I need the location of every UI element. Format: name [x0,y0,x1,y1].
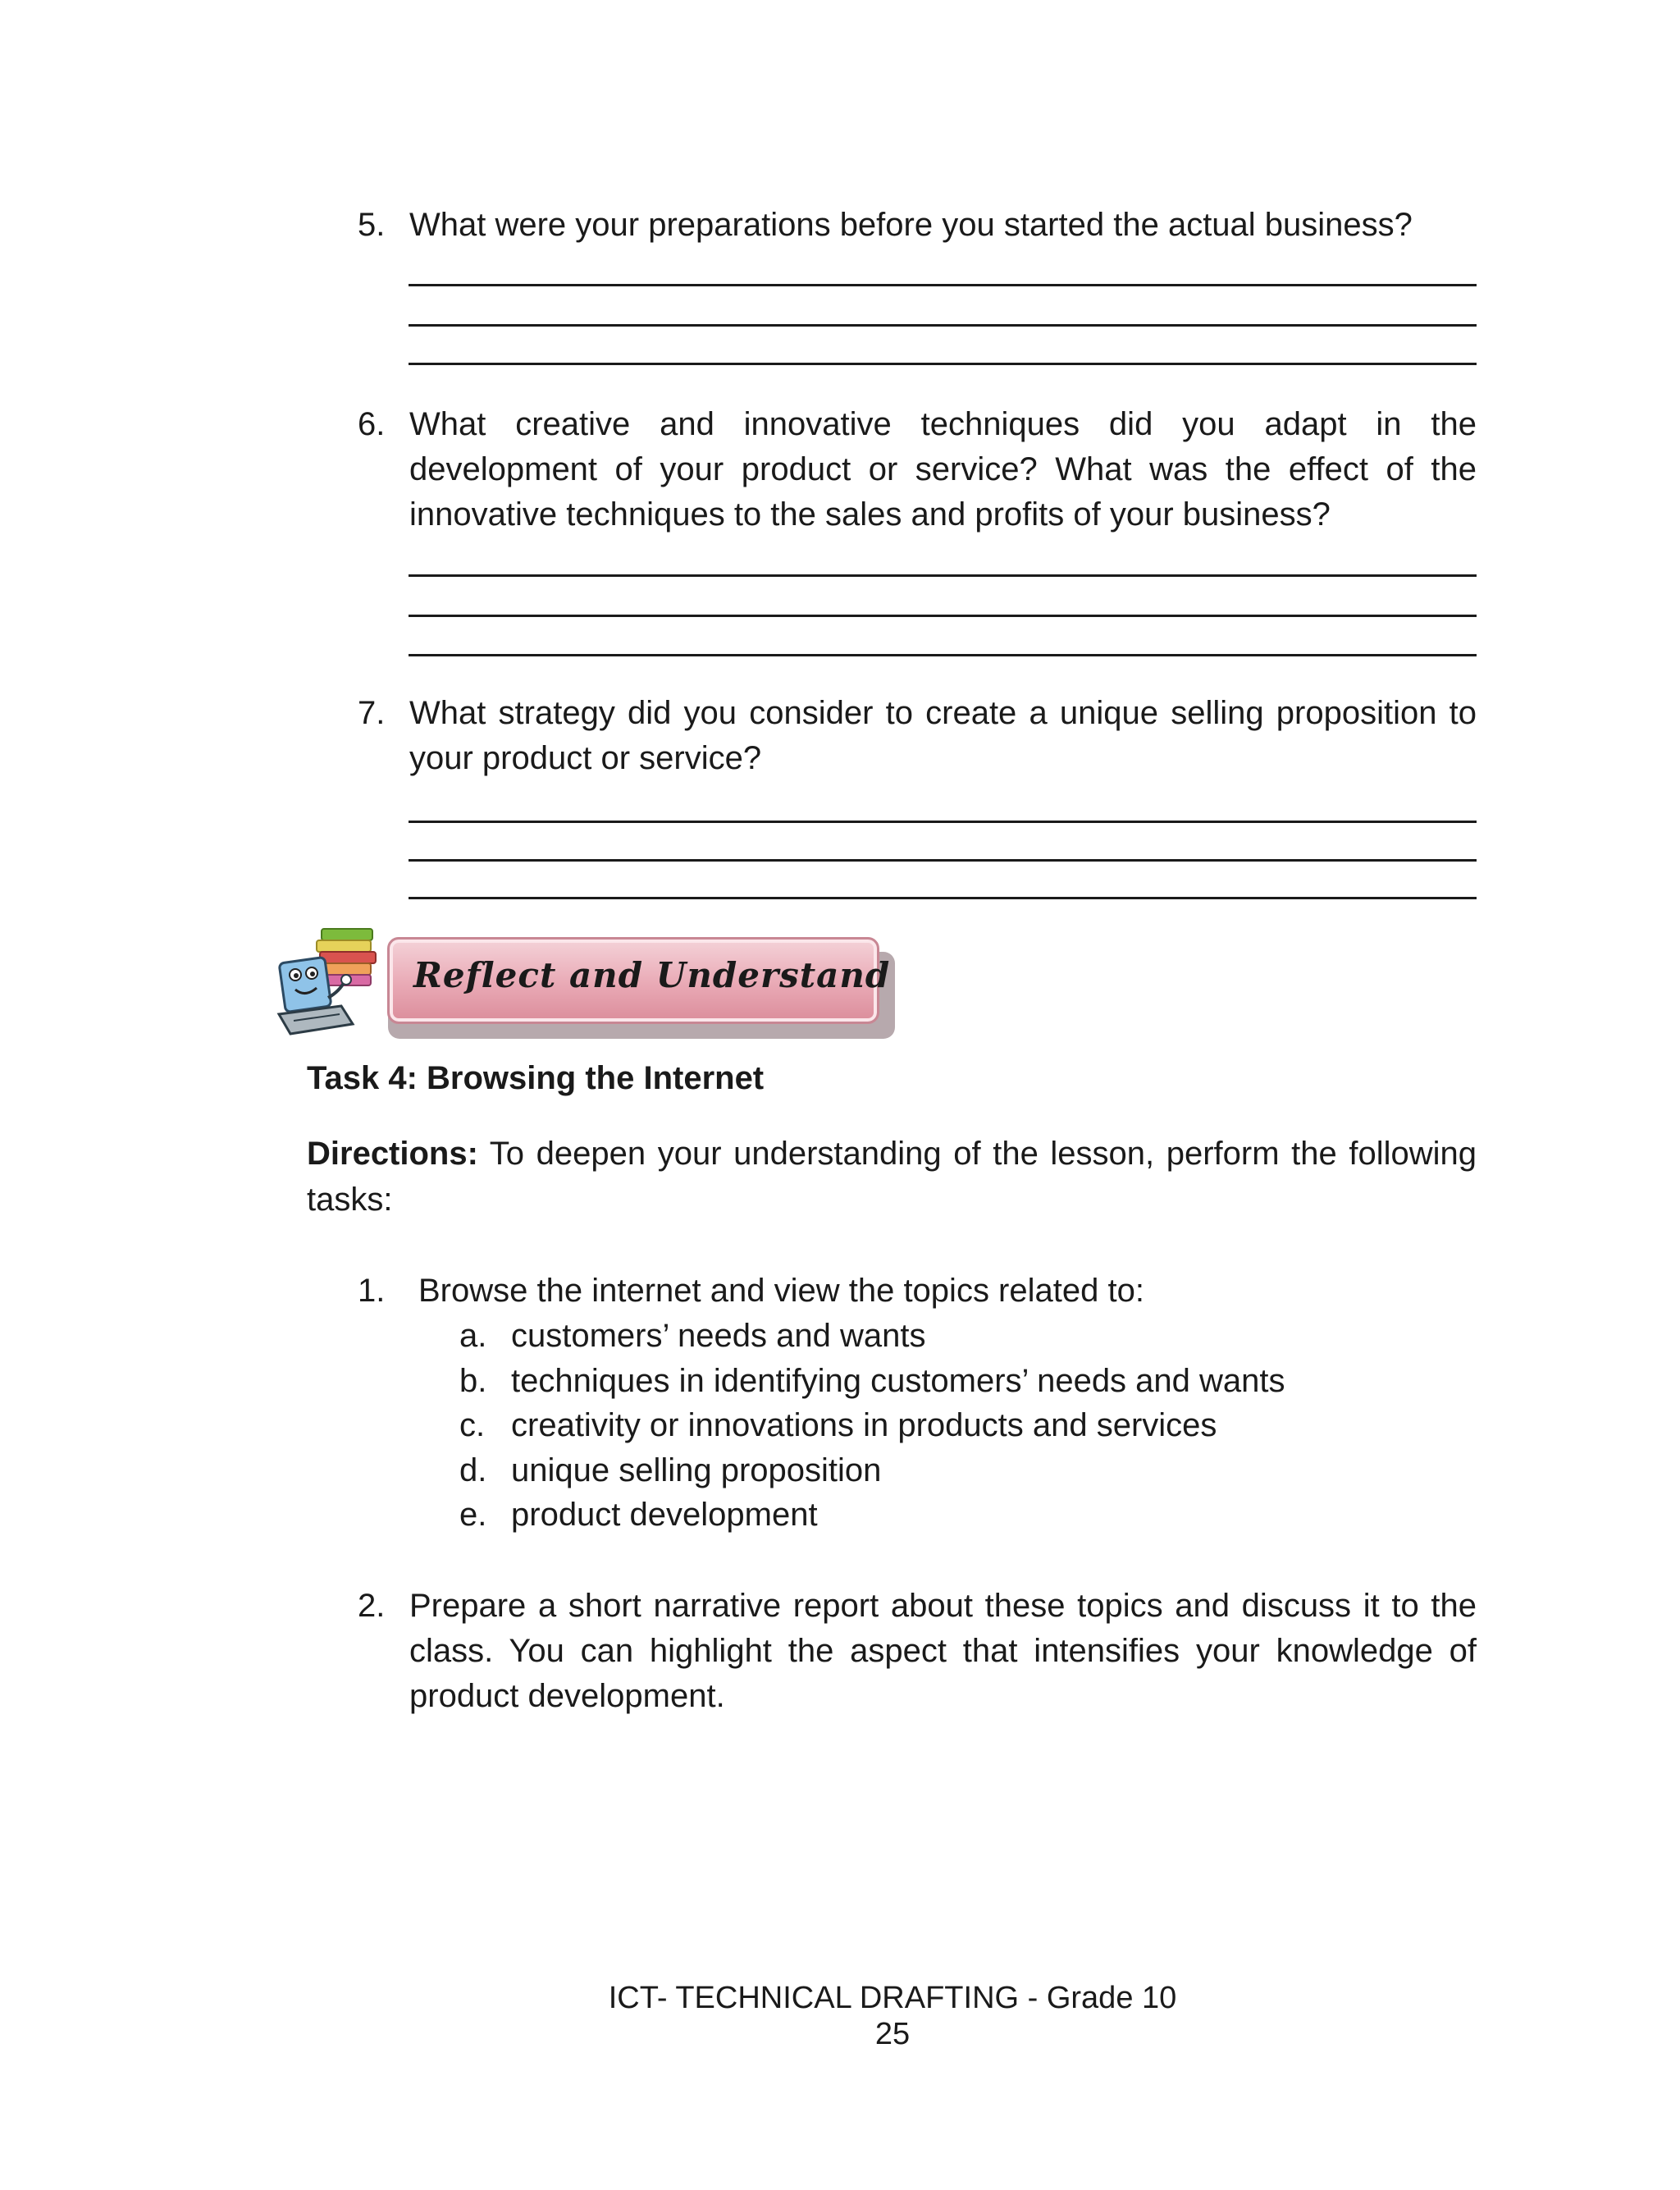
answer-line[interactable] [409,821,1477,823]
answer-line[interactable] [409,615,1477,617]
answer-line[interactable] [409,284,1477,286]
answer-line[interactable] [409,897,1477,899]
question-number: 7. [358,695,386,731]
list-item-text: product development [511,1497,818,1533]
list-item-letter: e. [459,1497,487,1533]
list-item-letter: a. [459,1318,487,1354]
list-item-letter: d. [459,1452,487,1488]
section-banner [271,901,894,1057]
directions-paragraph [307,1131,1477,1223]
question-text: What strategy did you consider to create a unique selling proposition to your product or service? [409,695,1477,776]
task-item-text: Prepare a short narrative report about these topics and discuss it to the class. You can highlight the aspect that intensifies your knowledge of product development. [409,1588,1477,1714]
question-5 [358,203,1477,248]
question-6 [358,402,1477,537]
list-item-text: techniques in identifying customers’ needs and wants [511,1362,1285,1399]
list-item-text: creativity or innovations in products and services [511,1407,1217,1443]
directions-label: Directions: [307,1136,478,1172]
list-item-letter: b. [459,1362,487,1399]
list-item-letter: c. [459,1407,486,1443]
answer-line[interactable] [409,574,1477,577]
task-item-2 [358,1584,1477,1719]
task-item-number: 1. [358,1273,386,1309]
question-text: What creative and innovative techniques did you adapt in the development of your product or service? What was the effect of the innovative techniques to the sales and profits of your business? [409,406,1477,533]
task-item-text: Browse the internet and view the topics related to: [418,1273,1144,1309]
list-item-text: customers’ needs and wants [511,1318,926,1354]
task-item-number: 2. [358,1588,386,1624]
laptop-books-icon [271,901,394,1049]
answer-line[interactable] [409,324,1477,327]
question-number: 5. [358,207,386,243]
task-title: Task 4: Browsing the Internet [307,1060,765,1096]
page-number: 25 [874,2017,911,2051]
task-item-1 [358,1269,1477,1314]
answer-line[interactable] [409,654,1477,656]
question-number: 6. [358,406,386,442]
answer-line[interactable] [409,859,1477,862]
footer-subject: ICT- TECHNICAL DRAFTING - Grade 10 [608,1981,1177,2015]
section-title: Reflect and Understand [413,955,891,995]
list-item-text: unique selling proposition [511,1452,882,1488]
directions-text: To deepen your understanding of the lesson, perform the following tasks: [307,1136,1477,1218]
answer-line[interactable] [409,363,1477,365]
question-7 [358,691,1477,781]
question-text: What were your preparations before you started the actual business? [409,207,1413,243]
